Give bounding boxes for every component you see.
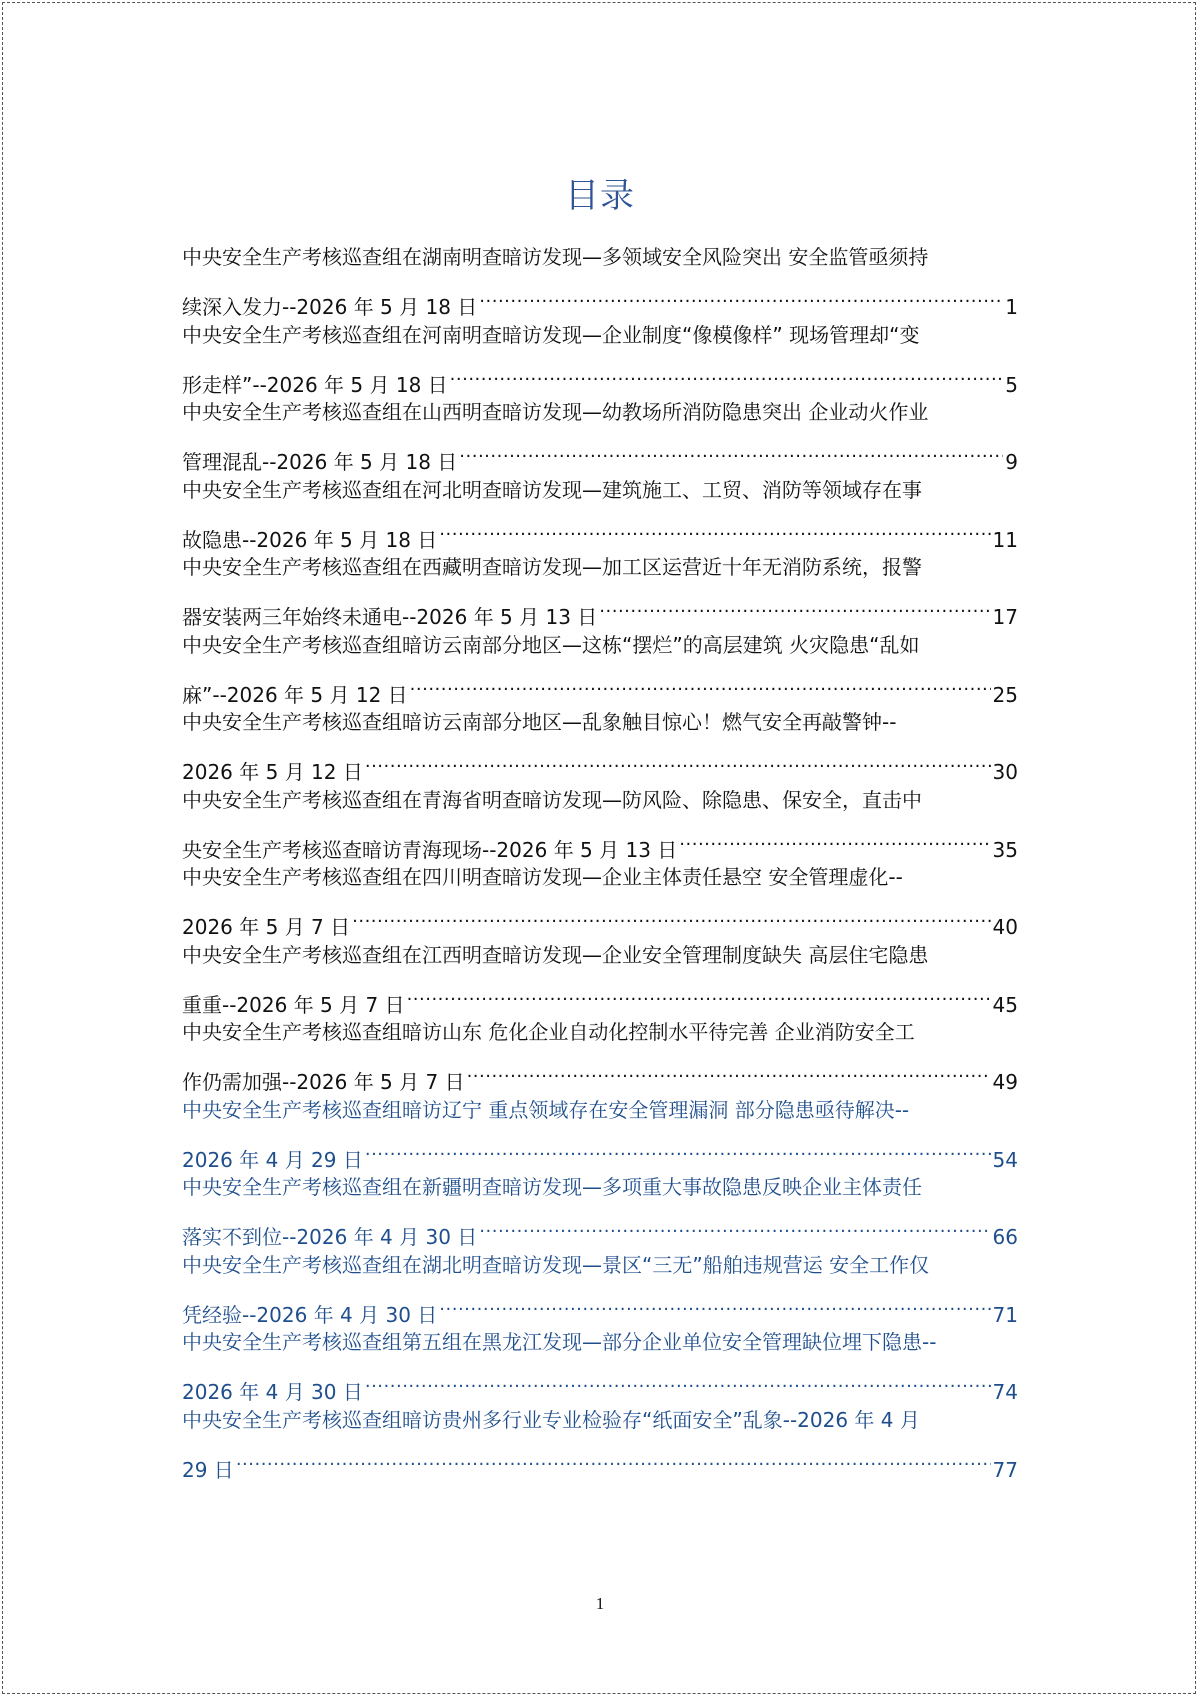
page-number: 1: [595, 1594, 605, 1613]
toc-dot-leader: [467, 1051, 991, 1089]
toc-entry-title-line: 中央安全生产考核巡查组在新疆明查暗访发现—多项重大事故隐患反映企业主体责任: [182, 1175, 922, 1199]
toc-page-number: 5: [1005, 372, 1018, 397]
toc-page-number: 54: [992, 1147, 1018, 1172]
toc-dot-leader: [479, 1206, 990, 1244]
toc-page-number: 49: [992, 1070, 1018, 1094]
toc-entry-date-text: 2026 年 4 月 30 日: [182, 1380, 363, 1404]
toc-entry-date-text: 续深入发力--2026 年 5 月 18 日: [182, 295, 478, 319]
toc-entry-date-text: 落实不到位--2026 年 4 月 30 日: [182, 1225, 478, 1249]
toc-entry[interactable]: [182, 1168, 1018, 1249]
toc-entry[interactable]: [182, 471, 1018, 552]
toc-entry-title-line: 中央安全生产考核巡查组在山西明查暗访发现—幼教场所消防隐患突出 企业动火作业: [182, 400, 929, 424]
toc-dot-leader: [365, 741, 991, 779]
toc-entry-title-line: 中央安全生产考核巡查组在江西明查暗访发现—企业安全管理制度缺失 高层住宅隐患: [182, 942, 929, 967]
toc-entry-date-text: 2026 年 5 月 12 日: [182, 760, 363, 784]
toc-entry-date-text: 凭经验--2026 年 4 月 30 日: [182, 1302, 438, 1327]
toc-title: 目录: [565, 176, 635, 216]
toc-entry-title-line: 中央安全生产考核巡查组暗访辽宁 重点领域存在安全管理漏洞 部分隐患亟待解决--: [182, 1097, 910, 1122]
toc-entry-date-text: 央安全生产考核巡查暗访青海现场--2026 年 5 月 13 日: [182, 837, 678, 862]
toc-entry[interactable]: [182, 936, 1018, 1017]
toc-list: [182, 238, 1018, 1482]
toc-entry[interactable]: [182, 1401, 1018, 1482]
toc-entry[interactable]: [182, 858, 1018, 939]
toc-dot-leader: [439, 509, 990, 547]
toc-entry-date-text: 管理混乱--2026 年 5 月 18 日: [182, 450, 458, 474]
toc-entry-date-text: 29 日: [182, 1457, 234, 1482]
toc-entry-title-line: 中央安全生产考核巡查组在河南明查暗访发现—企业制度“像模像样” 现场管理却“变: [182, 322, 920, 347]
toc-entry[interactable]: [182, 548, 1018, 629]
toc-entry-date-text: 器安装两三年始终未通电--2026 年 5 月 13 日: [182, 605, 598, 629]
toc-entry-title-line: 中央安全生产考核巡查组暗访山东 危化企业自动化控制水平待完善 企业消防安全工: [182, 1020, 915, 1044]
toc-entry-date-text: 重重--2026 年 5 月 7 日: [182, 992, 405, 1017]
toc-dot-leader: [599, 586, 990, 624]
toc-entry-date-text: 故隐患--2026 年 5 月 18 日: [182, 527, 438, 552]
toc-page-number: 1: [1005, 295, 1018, 319]
toc-entry-date-text: 麻”--2026 年 5 月 12 日: [182, 682, 408, 707]
toc-entry-title-line: 中央安全生产考核巡查组在湖南明查暗访发现—多领域安全风险突出 安全监管亟须持: [182, 245, 929, 269]
toc-page-number: 11: [992, 527, 1018, 552]
toc-entry-date-text: 2026 年 5 月 7 日: [182, 915, 351, 939]
toc-entry[interactable]: [182, 703, 1018, 784]
toc-entry-title-line: 中央安全生产考核巡查组在青海省明查暗访发现—防风险、除隐患、保安全，直击中: [182, 787, 922, 812]
toc-entry-date-text: 作仍需加强--2026 年 5 月 7 日: [182, 1070, 465, 1094]
toc-entry[interactable]: [182, 393, 1018, 474]
toc-dot-leader: [365, 1129, 991, 1167]
toc-entry-title-line: 中央安全生产考核巡查组在湖北明查暗访发现—景区“三无”船舶违规营运 安全工作仅: [182, 1252, 930, 1277]
toc-entry-title-line: 中央安全生产考核巡查组在西藏明查暗访发现—加工区运营近十年无消防系统，报警: [182, 555, 922, 579]
toc-page-number: 77: [992, 1457, 1018, 1482]
toc-entry-title-line: 中央安全生产考核巡查组暗访贵州多行业专业检验存“纸面安全”乱象--2026 年 4 月: [182, 1407, 920, 1432]
toc-page-number: 30: [992, 760, 1018, 784]
toc-page-number: 71: [992, 1302, 1018, 1327]
toc-entry[interactable]: [182, 238, 1018, 319]
toc-page-number: 74: [992, 1380, 1018, 1404]
toc-page-number: 25: [992, 682, 1018, 707]
toc-dot-leader: [439, 1284, 990, 1322]
toc-dot-leader: [407, 974, 991, 1012]
toc-entry-title-line: 中央安全生产考核巡查组暗访云南部分地区—乱象触目惊心！燃气安全再敲警钟--: [182, 710, 897, 734]
toc-entry-title-line: 中央安全生产考核巡查组在四川明查暗访发现—企业主体责任悬空 安全管理虚化--: [182, 865, 903, 889]
toc-page-number: 35: [992, 837, 1018, 862]
toc-entry-title-line: 中央安全生产考核巡查组第五组在黑龙江发现—部分企业单位安全管理缺位埋下隐患--: [182, 1330, 937, 1354]
toc-entry[interactable]: [182, 1091, 1018, 1172]
toc-entry[interactable]: [182, 626, 1018, 707]
toc-dot-leader: [365, 1361, 991, 1399]
toc-entry[interactable]: [182, 1013, 1018, 1094]
toc-page-number: 9: [1005, 450, 1018, 474]
toc-dot-leader: [459, 431, 1003, 469]
toc-entry-title-line: 中央安全生产考核巡查组暗访云南部分地区—这栋“摆烂”的高层建筑 火灾隐患“乱如: [182, 632, 920, 657]
toc-entry-title-line: 中央安全生产考核巡查组在河北明查暗访发现—建筑施工、工贸、消防等领域存在事: [182, 477, 922, 502]
toc-dot-leader: [410, 664, 991, 702]
toc-dot-leader: [450, 354, 1004, 392]
toc-entry[interactable]: [182, 1323, 1018, 1404]
toc-dot-leader: [679, 819, 990, 857]
toc-page-number: 45: [992, 992, 1018, 1017]
toc-page-number: 17: [992, 605, 1018, 629]
toc-entry-date-text: 2026 年 4 月 29 日: [182, 1147, 363, 1172]
toc-dot-leader: [479, 276, 1003, 314]
toc-entry-tail-line: [182, 1439, 1018, 1489]
toc-entry-date-text: 形走样”--2026 年 5 月 18 日: [182, 372, 448, 397]
toc-page-number: 66: [992, 1225, 1018, 1249]
toc-entry[interactable]: [182, 316, 1018, 397]
toc-entry[interactable]: [182, 1246, 1018, 1327]
toc-page-number: 40: [992, 915, 1018, 939]
toc-entry[interactable]: [182, 781, 1018, 862]
toc-dot-leader: [236, 1439, 991, 1477]
toc-dot-leader: [352, 896, 990, 934]
